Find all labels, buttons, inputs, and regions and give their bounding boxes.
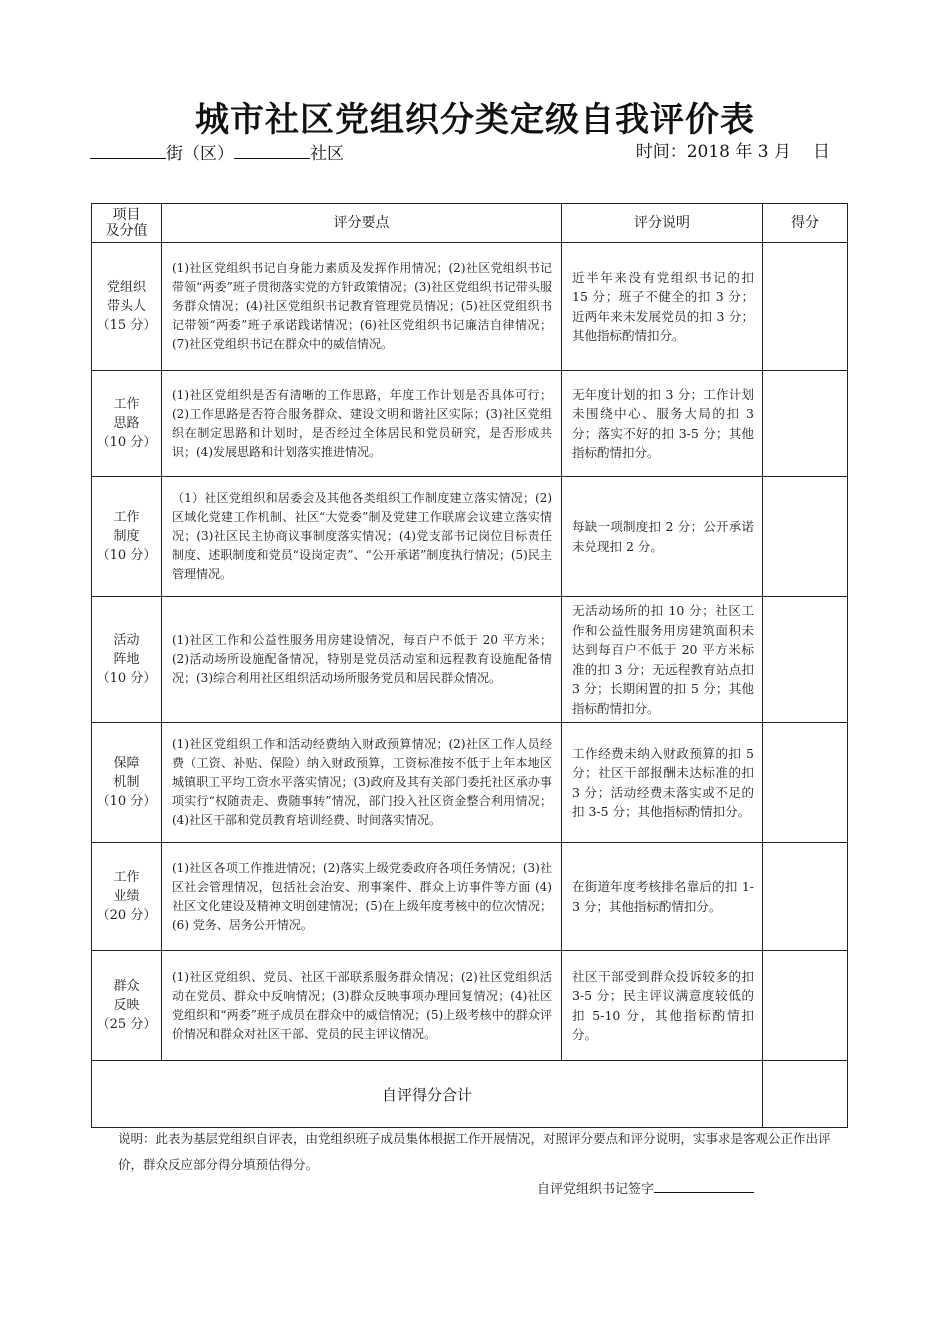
item-name-1: 工作 [113,870,140,885]
row-score-cell[interactable] [763,243,848,371]
row-item [92,597,162,723]
row-item [92,723,162,843]
day-label: 日 [813,142,830,162]
item-name-1: 党组织 [106,280,146,295]
item-name-2: 反映 [113,998,140,1013]
row-scoring-points: (1)社区各项工作推进情况；(2)落实上级党委政府各项任务情况；(3)社区社会管理情况，包括社会治安、刑事案件、群众上访事件等方面 (4)社区文化建设及精神文明创建情况；(5)在上级年度考核中的位次情况； (6) 党务、居务公开情况。 [162,843,562,951]
table-row [92,371,848,477]
time-label: 时间：2018 年 3 月 [635,142,791,162]
signature-line[interactable] [654,1176,754,1193]
total-label: 自评得分合计 [92,1061,763,1128]
row-scoring-description: 无活动场所的扣 10 分；社区工作和公益性服务用房建筑面积未达到每百户不低于 20 平方米标准的扣 3 分；无远程教育站点扣 3 分；长期闲置的扣 5 分；其他指标酌情扣分。 [562,597,763,723]
row-scoring-points: （1）社区党组织和居委会及其他各类组织工作制度建立落实情况；(2)区域化党建工作机制、社区“大党委”制及党建工作联席会议建立落实情况；(3)社区民主协商议事制度落实情况；(4)党支部书记岗位目标责任制度、述职制度和党员“设岗定责”、“公开承诺”制度执行情况；(5)民主管理情况。 [162,477,562,597]
form-title: 城市社区党组织分类定级自我评价表 [195,100,755,140]
community-blank[interactable] [234,140,310,159]
item-name-2: 机制 [113,775,140,790]
item-name-1: 保障 [113,756,140,771]
row-scoring-description: 在街道年度考核排名靠后的扣 1-3 分；其他指标酌情扣分。 [562,843,763,951]
table-row [92,951,848,1061]
row-scoring-points: (1)社区党组织工作和活动经费纳入财政预算情况；(2)社区工作人员经费（工资、补贴、保险）纳入财政预算，工资标准按不低于上年本地区城镇职工平均工资水平落实情况；(3)政府及其有关部门委托社区承办事项实行“权随责走、费随事转”情况，部门投入社区资金整合利用情况；(4)社区干部和党员教育培训经费、时间落实情况。 [162,723,562,843]
total-score-cell[interactable] [763,1061,848,1128]
evaluation-table [91,203,848,1128]
item-points: （20 分） [96,908,157,923]
row-scoring-points: (1)社区工作和公益性服务用房建设情况，每百户不低于 20 平方米；(2)活动场所设施配备情况，特别是党员活动室和远程教育设施配备情况；(3)综合利用社区组织活动场所服务党员和居民群众情况。 [162,597,562,723]
item-name-1: 工作 [113,397,140,412]
item-name-2: 带头人 [106,299,146,314]
item-points: （10 分） [96,671,157,686]
row-item [92,371,162,477]
col-header-score: 得分 [763,204,848,243]
table-row [92,843,848,951]
community-label: 社区 [310,144,344,164]
signature-field [537,1176,754,1202]
table-row [92,723,848,843]
item-name-2: 业绩 [113,889,140,904]
header-line [90,140,830,164]
col-header-item [92,204,162,243]
row-item [92,951,162,1061]
row-scoring-description: 近半年来没有党组织书记的扣 15 分；班子不健全的扣 3 分；近两年来未发展党员的扣 3 分；其他指标酌情扣分。 [562,243,763,371]
total-row [92,1061,848,1128]
row-score-cell[interactable] [763,723,848,843]
row-scoring-points: (1)社区党组织书记自身能力素质及发挥作用情况；(2)社区党组织书记带领“两委”班子贯彻落实党的方针政策情况；(3)社区党组织书记带头服务群众情况；(4)社区党组织书记教育管理党员情况；(5)社区党组织书记带领“两委”班子承诺践诺情况；(6)社区党组织书记廉洁自律情况；(7)社区党组织书记在群众中的威信情况。 [162,243,562,371]
time-field [636,140,830,164]
table-header-row [92,204,848,243]
table-row [92,243,848,371]
row-scoring-points: (1)社区党组织、党员、社区干部联系服务群众情况；(2)社区党组织活动在党员、群众中反响情况；(3)群众反映事项办理回复情况；(4)社区党组织和“两委”班子成员在群众中的威信情况；(5)上级考核中的群众评价情况和群众对社区干部、党员的民主评议情况。 [162,951,562,1061]
item-points: （10 分） [96,548,157,563]
item-name-1: 工作 [113,510,140,525]
item-points: （10 分） [96,794,157,809]
item-points: （15 分） [96,318,157,333]
col-header-points: 评分要点 [162,204,562,243]
street-blank[interactable] [90,140,166,159]
row-item [92,477,162,597]
item-name-1: 群众 [113,979,140,994]
item-name-2: 制度 [113,529,140,544]
row-scoring-points: (1)社区党组织是否有清晰的工作思路，年度工作计划是否具体可行；(2)工作思路是否符合服务群众、建设文明和谐社区实际；(3)社区党组织在制定思路和计划时，是否经过全体居民和党员研究，是否形成共识；(4)发展思路和计划落实推进情况。 [162,371,562,477]
row-score-cell[interactable] [763,477,848,597]
row-scoring-description: 无年度计划的扣 3 分；工作计划未围绕中心、服务大局的扣 3 分；落实不好的扣 3-5 分；其他指标酌情扣分。 [562,371,763,477]
row-scoring-description: 工作经费未纳入财政预算的扣 5 分；社区干部报酬未达标准的扣 3 分；活动经费未落实或不足的扣 3-5 分；其他指标酌情扣分。 [562,723,763,843]
row-score-cell[interactable] [763,951,848,1061]
item-name-2: 思路 [113,416,140,431]
col-header-item-l1: 项目 [112,207,141,223]
table-row [92,477,848,597]
row-item [92,843,162,951]
item-points: （10 分） [96,435,157,450]
row-scoring-description: 每缺一项制度扣 2 分；公开承诺未兑现扣 2 分。 [562,477,763,597]
table-row [92,597,848,723]
col-header-desc: 评分说明 [562,204,763,243]
item-name-1: 活动 [113,633,140,648]
item-name-2: 阵地 [113,652,140,667]
explanatory-note: 说明：此表为基层党组织自评表，由党组织班子成员集体根据工作开展情况，对照评分要点和评分说明，实事求是客观公正作出评价，群众反应部分得分填预估得分。 [118,1131,831,1172]
row-score-cell[interactable] [763,597,848,723]
street-label: 街（区） [166,144,234,164]
col-header-item-l2: 及分值 [105,223,148,239]
row-score-cell[interactable] [763,371,848,477]
signature-label: 自评党组织书记签字 [537,1182,655,1197]
row-item [92,243,162,371]
item-points: （25 分） [96,1017,157,1032]
row-score-cell[interactable] [763,843,848,951]
row-scoring-description: 社区干部受到群众投诉较多的扣 3-5 分；民主评议满意度较低的扣 5-10 分，其他指标酌情扣分。 [562,951,763,1061]
